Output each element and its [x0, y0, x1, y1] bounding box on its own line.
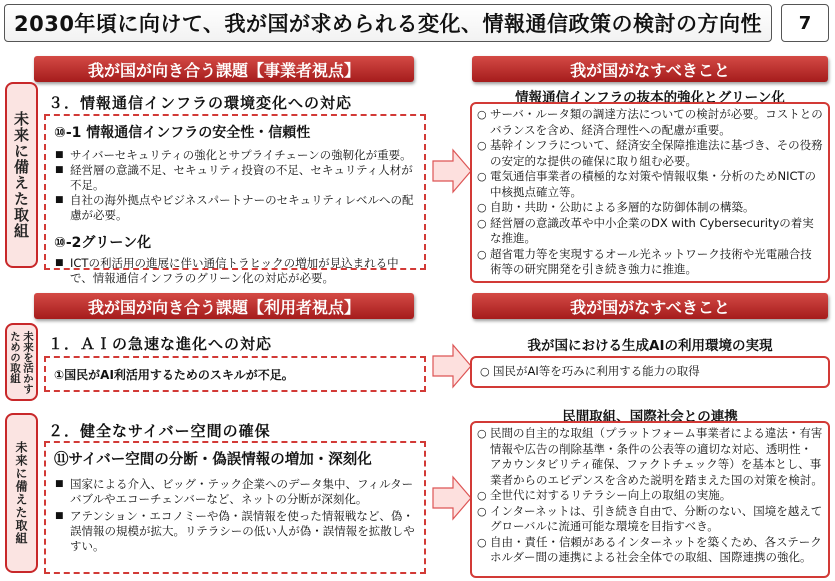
list-item: ○ 自由・責任・信頼があるインターネットを築くため、各ステークホルダー間の連携による社会全体での取組、国際連携の強化。	[477, 535, 823, 566]
user-actions-banner: 我が国がなすべきこと	[472, 293, 828, 319]
section-heading-ai: １．ＡＩの急速な進化への対応	[48, 335, 273, 353]
user-issues-banner: 我が国が向き合う課題【利用者視点】	[34, 293, 414, 319]
green-bullets	[54, 256, 416, 286]
side-label-future-prep-2	[5, 413, 38, 573]
ai-issue-text: ①国民がAI利活用するためのスキルが不足。	[54, 368, 294, 382]
list-item: ○ 国民がAI等を巧みに利用する能力の取得	[480, 364, 820, 380]
ai-actions-box	[470, 356, 830, 388]
infra-actions-list	[477, 107, 823, 278]
list-item: ■ 自社の海外拠点やビジネスパートナーのセキュリティレベルへの配慮が必要。	[54, 193, 416, 223]
infra-actions-title: 情報通信インフラの抜本的強化とグリーン化	[515, 90, 785, 106]
list-item: ■ アテンション・エコノミーや偽・誤情報を使った情報戦など、偽・誤情報の規模が拡大。リテラシーの低い人が偽・誤情報を拡散しやすい。	[54, 509, 416, 554]
list-item: ○ サーバ・ルータ類の調達方法についての検討が必要。コストとのバランスを含め、経済合理性への配慮が重要。	[477, 107, 823, 138]
section-heading-infra: ３．情報通信インフラの環境変化への対応	[48, 94, 353, 112]
infra-actions-box	[470, 102, 830, 283]
ai-actions-list	[480, 364, 820, 380]
list-item: ■ 国家による介入、ビッグ・テック企業へのデータ集中、フィルターバブルやエコーチェンバーなど、ネットの分断が深刻化。	[54, 477, 416, 507]
list-item: ○ 全世代に対するリテラシー向上の取組の実施。	[477, 488, 823, 504]
side-label-future-prep-1	[5, 82, 38, 268]
list-item: ■ 経営層の意識不足、セキュリティ投資の不足、セキュリティ人材が不足。	[54, 163, 416, 193]
list-item: ■ サイバーセキュリティの強化とサプライチェーンの強靭化が重要。	[54, 148, 416, 163]
side-label-text: 未来に備えた取組	[12, 111, 30, 239]
side-label-text: ための取組	[9, 330, 21, 383]
list-item: ○ 経営層の意識改革や中小企業のDX with Cybersecurityの着実な推進。	[477, 216, 823, 247]
security-bullets	[54, 148, 416, 223]
right-arrow-icon	[432, 475, 472, 521]
right-arrow-icon	[432, 343, 472, 389]
list-item: ○ 自助・共助・公助による多層的な防御体制の構築。	[477, 200, 823, 216]
infra-issues-box	[44, 114, 426, 285]
ai-issue-box	[44, 356, 426, 392]
list-item: ○ 電気通信事業者の積極的な対策や情報収集・分析のためNICTの中核拠点確立等。	[477, 169, 823, 200]
right-arrow-icon	[432, 148, 472, 194]
cyber-bullets	[54, 477, 416, 554]
page-title: 2030年頃に向けて、我が国が求められる変化、情報通信政策の検討の方向性	[4, 4, 772, 42]
item-title-security: ⑩-1 情報通信インフラの安全性・信頼性	[54, 125, 311, 141]
list-item: ○ インターネットは、引き続き自由で、分断のない、国境を越えてグローバルに流通可能な環境を目指すべき。	[477, 504, 823, 535]
page-number: 7	[781, 4, 829, 42]
list-item: ■ ICTの利活用の進展に伴い通信トラヒックの増加が見込まれる中で、情報通信インフラのグリーン化の対応が必要。	[54, 256, 416, 286]
item-title-green: ⑩-2グリーン化	[54, 235, 152, 251]
section-heading-cyber: ２．健全なサイバー空間の確保	[48, 422, 271, 440]
business-issues-banner: 我が国が向き合う課題【事業者視点】	[34, 56, 414, 82]
list-item: ○ 民間の自主的な取組（プラットフォーム事業者による違法・有害情報や広告の削除基準・条件の公表等の適切な対応、透明性・アカウンタビリティ確保、ファクトチェック等）を基本とし、事業者からのエビデンスを含めた説明を踏まえた国の対策を検討。	[477, 426, 823, 488]
side-label-text: 未来に備えた取組	[14, 441, 28, 545]
business-actions-banner: 我が国がなすべきこと	[472, 56, 828, 82]
cyber-actions-title: 民間取組、国際社会との連携	[562, 409, 738, 425]
cyber-issues-box	[44, 441, 426, 574]
list-item: ○ 超省電力等を実現するオール光ネットワーク技術や光電融合技術等の研究開発を引き続き強力に推進。	[477, 247, 823, 278]
list-item: ○ 基幹インフラについて、経済安全保障推進法に基づき、その役務の安定的な提供の確保に取り組む必要。	[477, 138, 823, 169]
ai-actions-title: 我が国における生成AIの利用環境の実現	[527, 338, 773, 354]
item-title-cyber: ⑪サイバー空間の分断・偽誤情報の増加・深刻化	[54, 452, 372, 468]
side-label-text: 未来を活かす	[22, 330, 34, 394]
cyber-actions-box	[470, 421, 830, 578]
side-label-future-use	[5, 323, 38, 401]
cyber-actions-list	[477, 426, 823, 566]
